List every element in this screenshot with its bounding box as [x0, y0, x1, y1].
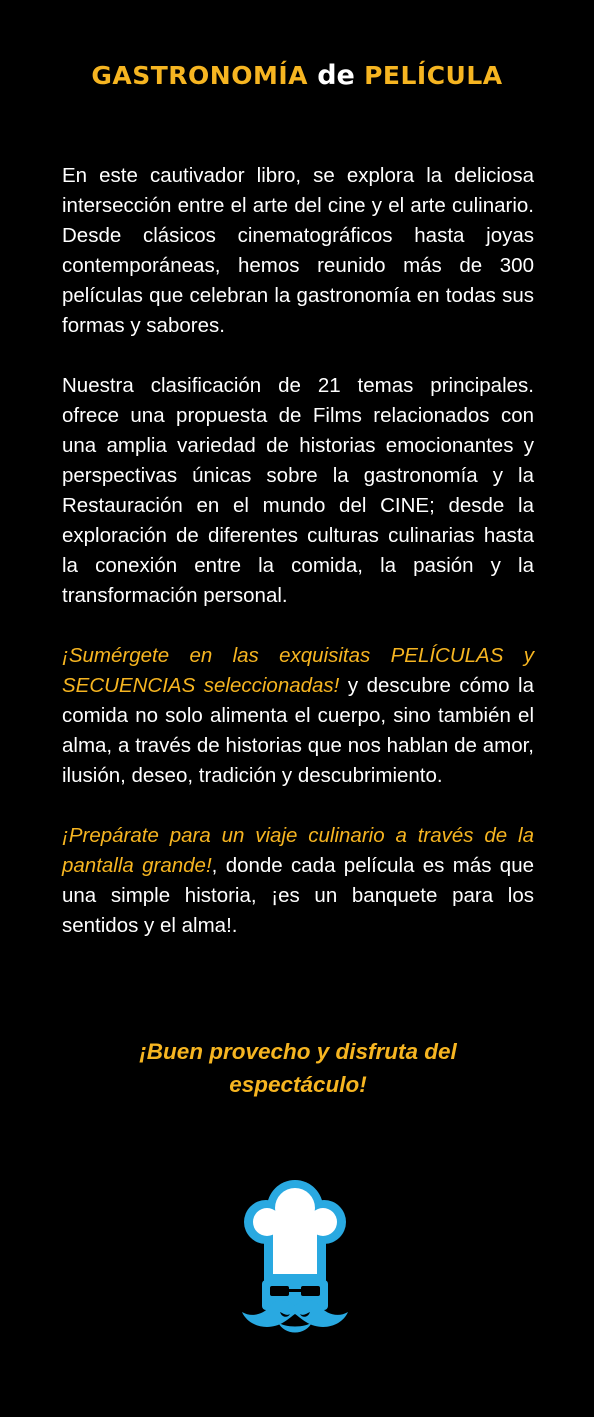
title-word-de: de: [317, 60, 355, 91]
journey-highlight: ¡Prepárate para un viaje culinario a través de la pantalla grande!: [62, 824, 534, 877]
paragraph-classification: Nuestra clasificación de 21 temas principales. ofrece una propuesta de Films relacionados con una amplia variedad de historias emocionantes y perspectivas únicas sobre la gastronomía y la Restauración en el mundo del CINE; desde la exploración de diferentes culturas culinarias hasta la conexión entre la comida, la pasión y la transformación personal.: [62, 374, 534, 607]
description-body: [62, 161, 534, 971]
immerse-highlight: ¡Sumérgete en las exquisitas PELÍCULAS y SECUENCIAS seleccionadas!: [62, 644, 534, 697]
paragraph-journey: [62, 821, 534, 941]
paragraph-immerse: [62, 641, 534, 791]
immerse-text: y descubre cómo la comida no solo alimenta el cuerpo, sino también el alma, a través de historias que nos hablan de amor, ilusión, deseo, tradición y descubrimiento.: [62, 674, 535, 787]
title-word-gastronomia: GASTRONOMÍA: [91, 61, 308, 90]
page-title: [0, 58, 594, 94]
journey-text: , donde cada película es más que una simple historia, ¡es un banquete para los sentidos y el alma!.: [62, 854, 534, 937]
chef-hat-mustache-icon: [240, 1176, 350, 1341]
paragraph-intro: En este cautivador libro, se explora la deliciosa intersección entre el arte del cine y el arte culinario. Desde clásicos cinematográficos hasta joyas contemporáneas, hemos reunido más de 300 películas que celebran la gastronomía en todas sus formas y sabores.: [62, 164, 534, 337]
closing-line-1: ¡Buen provecho y disfruta del: [139, 1039, 457, 1064]
closing-message: [62, 1035, 534, 1101]
closing-line-2: espectáculo!: [229, 1072, 367, 1097]
title-word-pelicula: PELÍCULA: [364, 61, 503, 90]
